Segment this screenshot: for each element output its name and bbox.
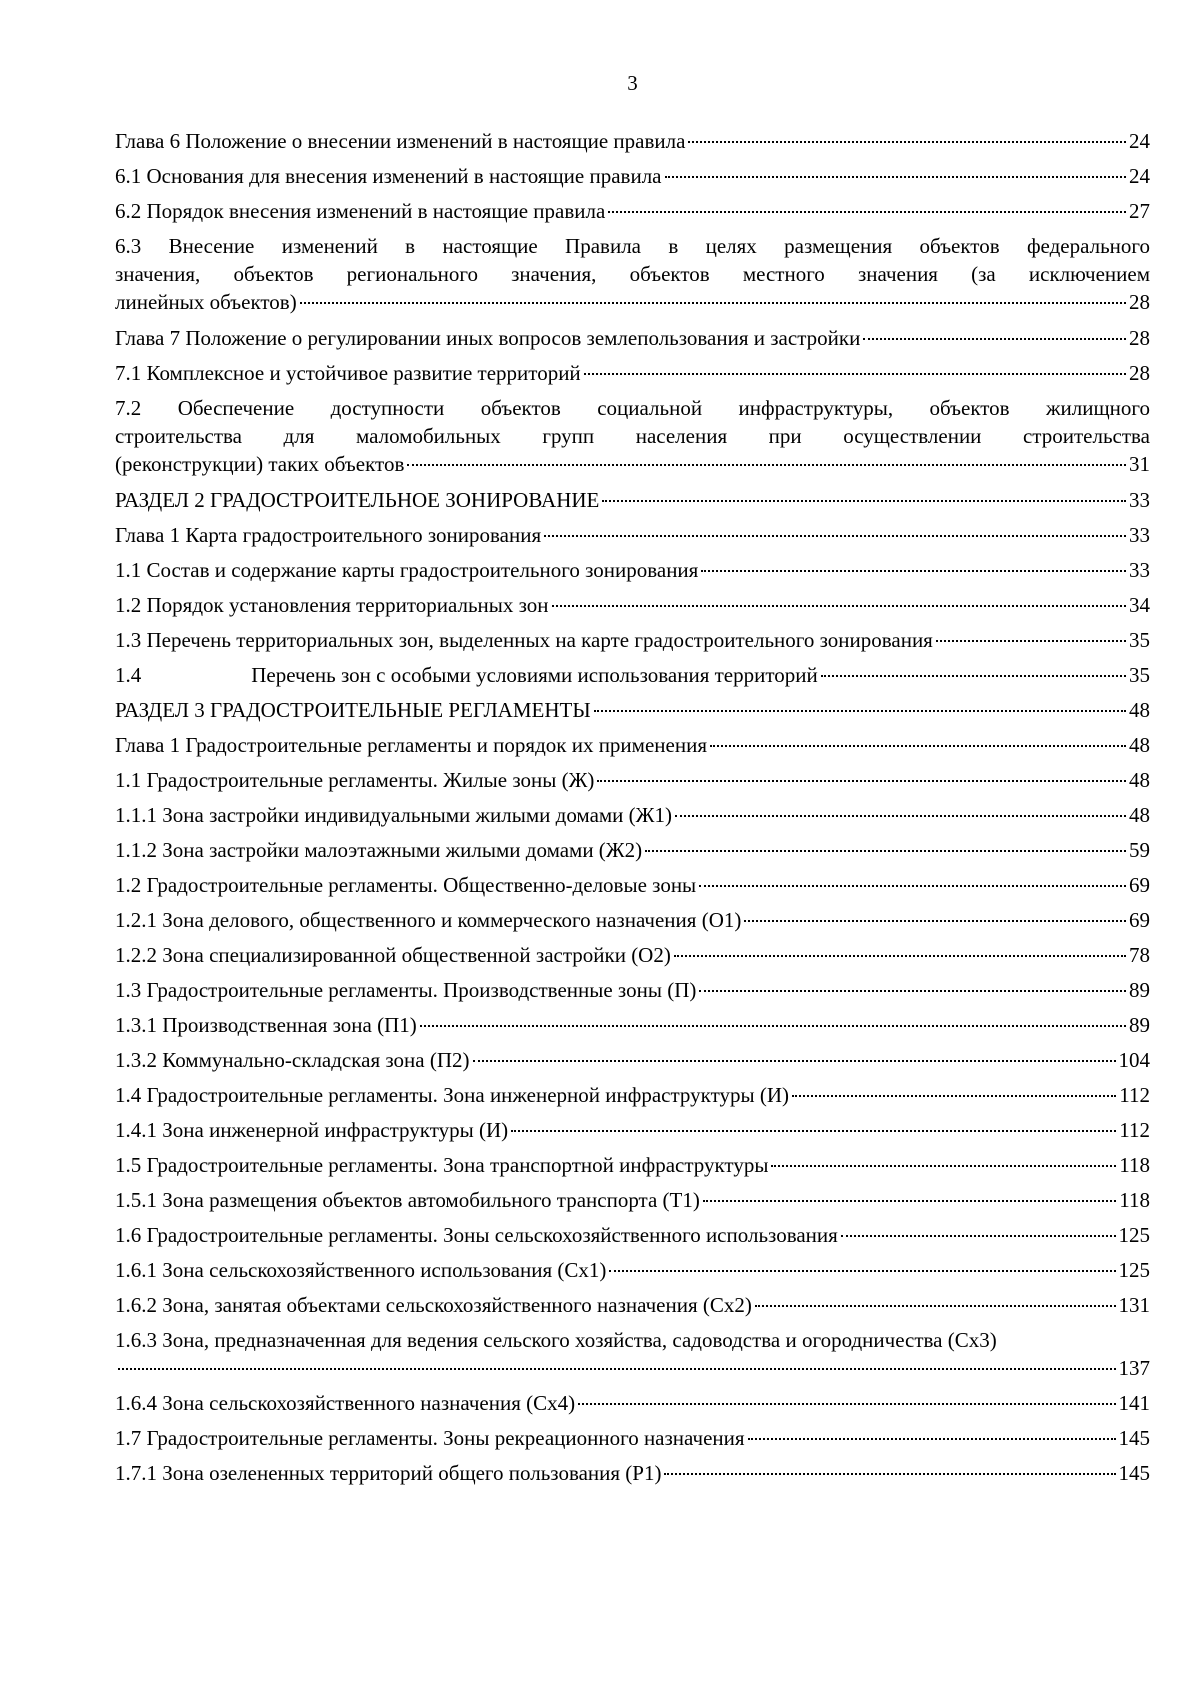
dot-leader	[688, 141, 1126, 143]
toc-entry-title: РАЗДЕЛ 2 ГРАДОСТРОИТЕЛЬНОЕ ЗОНИРОВАНИЕ	[115, 488, 600, 512]
toc-entry[interactable]	[115, 836, 1150, 871]
toc-entry-title: 1.2 Градостроительные регламенты. Общественно-деловые зоны	[115, 873, 697, 897]
toc-entry[interactable]	[115, 591, 1150, 626]
table-of-contents	[115, 127, 1150, 1494]
toc-entry[interactable]	[115, 197, 1150, 232]
dot-leader	[594, 710, 1126, 712]
toc-entry-title: 1.3 Градостроительные регламенты. Производственные зоны (П)	[115, 978, 697, 1002]
toc-entry-title: линейных объектов)	[115, 290, 297, 314]
toc-entry-title: 1.6.1 Зона сельскохозяйственного использования (Сх1)	[115, 1258, 607, 1282]
dot-leader	[792, 1095, 1116, 1097]
toc-entry-page: 118	[1119, 1153, 1150, 1177]
toc-entry-page: 141	[1118, 1391, 1150, 1415]
toc-entry-page: 69	[1129, 908, 1150, 932]
toc-entry-page: 35	[1129, 663, 1150, 687]
toc-entry-page: 131	[1118, 1293, 1150, 1317]
toc-entry-title: 1.2.1 Зона делового, общественного и коммерческого назначения (О1)	[115, 908, 742, 932]
toc-entry[interactable]	[115, 1256, 1150, 1291]
toc-entry-title: 1.1.2 Зона застройки малоэтажными жилыми домами (Ж2)	[115, 838, 643, 862]
dot-leader	[936, 640, 1126, 642]
dot-leader	[863, 338, 1126, 340]
toc-entry[interactable]	[115, 871, 1150, 906]
toc-entry-page: 89	[1129, 1013, 1150, 1037]
dot-leader	[674, 955, 1126, 957]
dot-leader	[609, 1270, 1115, 1272]
toc-entry-title: 7.1 Комплексное и устойчивое развитие территорий	[115, 361, 581, 385]
toc-entry-title: Глава 6 Положение о внесении изменений в настоящие правила	[115, 129, 686, 153]
toc-entry-title: 1.5 Градостроительные регламенты. Зона транспортной инфраструктуры	[115, 1153, 769, 1177]
toc-entry-page: 34	[1129, 593, 1150, 617]
toc-entry[interactable]	[115, 1116, 1150, 1151]
toc-entry-title: 1.2 Порядок установления территориальных зон	[115, 593, 549, 617]
dot-leader	[710, 745, 1126, 747]
toc-entry-page: 112	[1119, 1118, 1150, 1142]
toc-entry[interactable]	[115, 162, 1150, 197]
toc-entry-page: 48	[1129, 698, 1150, 722]
toc-entry-page: 35	[1129, 628, 1150, 652]
toc-entry-page: 28	[1129, 290, 1150, 314]
toc-entry-line: 7.2 Обеспечение доступности объектов социальной инфраструктуры, объектов жилищного	[115, 396, 1150, 420]
dot-leader	[584, 373, 1126, 375]
toc-entry[interactable]	[115, 661, 1150, 696]
page-number: 3	[627, 71, 638, 95]
toc-entry-page: 31	[1129, 452, 1150, 476]
dot-leader	[552, 605, 1126, 607]
dot-leader	[407, 464, 1126, 466]
toc-entry-title: 6.2 Порядок внесения изменений в настоящие правила	[115, 199, 606, 223]
dot-leader	[511, 1130, 1116, 1132]
toc-entry[interactable]	[115, 1046, 1150, 1081]
toc-entry-title: 1.3 Перечень территориальных зон, выделенных на карте градостроительного зонирования	[115, 628, 933, 652]
dot-leader	[821, 675, 1126, 677]
toc-entry-page: 48	[1129, 733, 1150, 757]
toc-entry-line: 6.3 Внесение изменений в настоящие Правила в целях размещения объектов федерального	[115, 234, 1150, 258]
toc-entry[interactable]	[115, 486, 1150, 521]
toc-entry-page: 112	[1119, 1083, 1150, 1107]
toc-entry-title: 1.3.2 Коммунально-складская зона (П2)	[115, 1048, 470, 1072]
toc-entry[interactable]	[115, 1459, 1150, 1494]
dot-leader	[748, 1438, 1116, 1440]
toc-entry-page: 27	[1129, 199, 1150, 223]
toc-entry-page: 24	[1129, 164, 1150, 188]
toc-entry-title: Глава 7 Положение о регулировании иных вопросов землепользования и застройки	[115, 326, 861, 350]
toc-entry-page: 69	[1129, 873, 1150, 897]
toc-entry[interactable]	[115, 696, 1150, 731]
dot-leader	[744, 920, 1126, 922]
dot-leader	[703, 1200, 1116, 1202]
toc-entry-page: 59	[1129, 838, 1150, 862]
toc-entry-page: 28	[1129, 361, 1150, 385]
toc-entry-title: (реконструкции) таких объектов	[115, 452, 405, 476]
toc-entry-title: 1.6 Градостроительные регламенты. Зоны сельскохозяйственного использования	[115, 1223, 838, 1247]
toc-entry[interactable]	[115, 127, 1150, 162]
toc-entry-title: 1.2.2 Зона специализированной общественной застройки (О2)	[115, 943, 671, 967]
toc-entry-title: 1.1 Состав и содержание карты градостроительного зонирования	[115, 558, 699, 582]
toc-entry-page: 28	[1129, 326, 1150, 350]
dot-leader	[608, 211, 1126, 213]
toc-entry[interactable]	[115, 941, 1150, 976]
toc-entry-page: 118	[1119, 1188, 1150, 1212]
toc-entry-title: Глава 1 Градостроительные регламенты и порядок их применения	[115, 733, 707, 757]
toc-entry-page: 104	[1118, 1048, 1150, 1072]
dot-leader	[664, 1473, 1115, 1475]
dot-leader	[675, 815, 1126, 817]
toc-entry-line: 1.6.3 Зона, предназначенная для ведения сельского хозяйства, садоводства и огородничества (Сх3)	[115, 1328, 997, 1352]
toc-entry[interactable]	[115, 626, 1150, 661]
toc-entry-title: 1.7.1 Зона озелененных территорий общего пользования (Р1)	[115, 1461, 662, 1485]
toc-entry-page: 33	[1129, 523, 1150, 547]
toc-entry-title: 1.5.1 Зона размещения объектов автомобильного транспорта (Т1)	[115, 1188, 700, 1212]
toc-entry-title: Глава 1 Карта градостроительного зонирования	[115, 523, 542, 547]
dot-leader	[602, 500, 1126, 502]
toc-entry[interactable]	[115, 232, 1150, 324]
toc-entry[interactable]	[115, 906, 1150, 941]
toc-entry-page: 24	[1129, 129, 1150, 153]
toc-entry-title: РАЗДЕЛ 3 ГРАДОСТРОИТЕЛЬНЫЕ РЕГЛАМЕНТЫ	[115, 698, 591, 722]
toc-entry[interactable]	[115, 1326, 1150, 1389]
toc-entry-page: 125	[1118, 1258, 1150, 1282]
toc-entry[interactable]	[115, 1186, 1150, 1221]
dot-leader	[699, 885, 1126, 887]
toc-entry[interactable]	[115, 1011, 1150, 1046]
toc-entry-title: 1.6.4 Зона сельскохозяйственного назначения (Сх4)	[115, 1391, 576, 1415]
toc-entry-line: строительства для маломобильных групп населения при осуществлении строительства	[115, 424, 1150, 448]
dot-leader	[578, 1403, 1115, 1405]
dot-leader	[645, 850, 1126, 852]
toc-entry[interactable]	[115, 521, 1150, 556]
dot-leader	[420, 1025, 1126, 1027]
toc-entry-title: 1.4.1 Зона инженерной инфраструктуры (И)	[115, 1118, 509, 1142]
toc-entry[interactable]	[115, 976, 1150, 1011]
dot-leader	[841, 1235, 1116, 1237]
toc-entry-title: 1.7 Градостроительные регламенты. Зоны рекреационного назначения	[115, 1426, 745, 1450]
toc-entry[interactable]	[115, 766, 1150, 801]
toc-entry-page: 48	[1129, 803, 1150, 827]
dot-leader	[665, 176, 1127, 178]
toc-entry[interactable]	[115, 731, 1150, 766]
dot-leader	[300, 302, 1126, 304]
toc-entry-page: 89	[1129, 978, 1150, 1002]
dot-leader	[771, 1165, 1116, 1167]
toc-entry[interactable]	[115, 1081, 1150, 1116]
toc-entry-title: 1.1.1 Зона застройки индивидуальными жилыми домами (Ж1)	[115, 803, 672, 827]
toc-entry[interactable]	[115, 394, 1150, 486]
toc-entry[interactable]	[115, 1151, 1150, 1186]
toc-entry-title: 1.3.1 Производственная зона (П1)	[115, 1013, 417, 1037]
toc-entry[interactable]	[115, 324, 1150, 359]
toc-entry[interactable]	[115, 1389, 1150, 1424]
dot-leader	[755, 1305, 1116, 1307]
dot-leader	[473, 1060, 1116, 1062]
toc-entry[interactable]	[115, 1221, 1150, 1256]
toc-entry[interactable]	[115, 1424, 1150, 1459]
toc-entry-page: 145	[1118, 1426, 1150, 1450]
dot-leader	[699, 990, 1126, 992]
toc-entry[interactable]	[115, 556, 1150, 591]
toc-entry[interactable]	[115, 359, 1150, 394]
dot-leader	[597, 780, 1126, 782]
toc-entry-title: 1.4 Градостроительные регламенты. Зона инженерной инфраструктуры (И)	[115, 1083, 789, 1107]
toc-entry-page: 33	[1129, 488, 1150, 512]
toc-entry-title: 1.1 Градостроительные регламенты. Жилые зоны (Ж)	[115, 768, 595, 792]
toc-entry[interactable]	[115, 801, 1150, 836]
toc-entry-number: 1.4	[115, 663, 142, 687]
dot-leader	[544, 535, 1126, 537]
toc-entry-line: значения, объектов регионального значения, объектов местного значения (за исключением	[115, 262, 1150, 286]
toc-entry-title: Перечень зон с особыми условиями использования территорий	[251, 663, 818, 687]
toc-entry-title: 6.1 Основания для внесения изменений в настоящие правила	[115, 164, 662, 188]
toc-entry-title: 1.6.2 Зона, занятая объектами сельскохозяйственного назначения (Сх2)	[115, 1293, 752, 1317]
toc-entry[interactable]	[115, 1291, 1150, 1326]
toc-entry-page: 137	[1118, 1356, 1150, 1380]
toc-entry-page: 33	[1129, 558, 1150, 582]
dot-leader	[701, 570, 1126, 572]
dot-leader	[118, 1368, 1116, 1370]
toc-entry-page: 48	[1129, 768, 1150, 792]
toc-entry-page: 78	[1129, 943, 1150, 967]
toc-entry-page: 125	[1118, 1223, 1150, 1247]
toc-entry-page: 145	[1118, 1461, 1150, 1485]
